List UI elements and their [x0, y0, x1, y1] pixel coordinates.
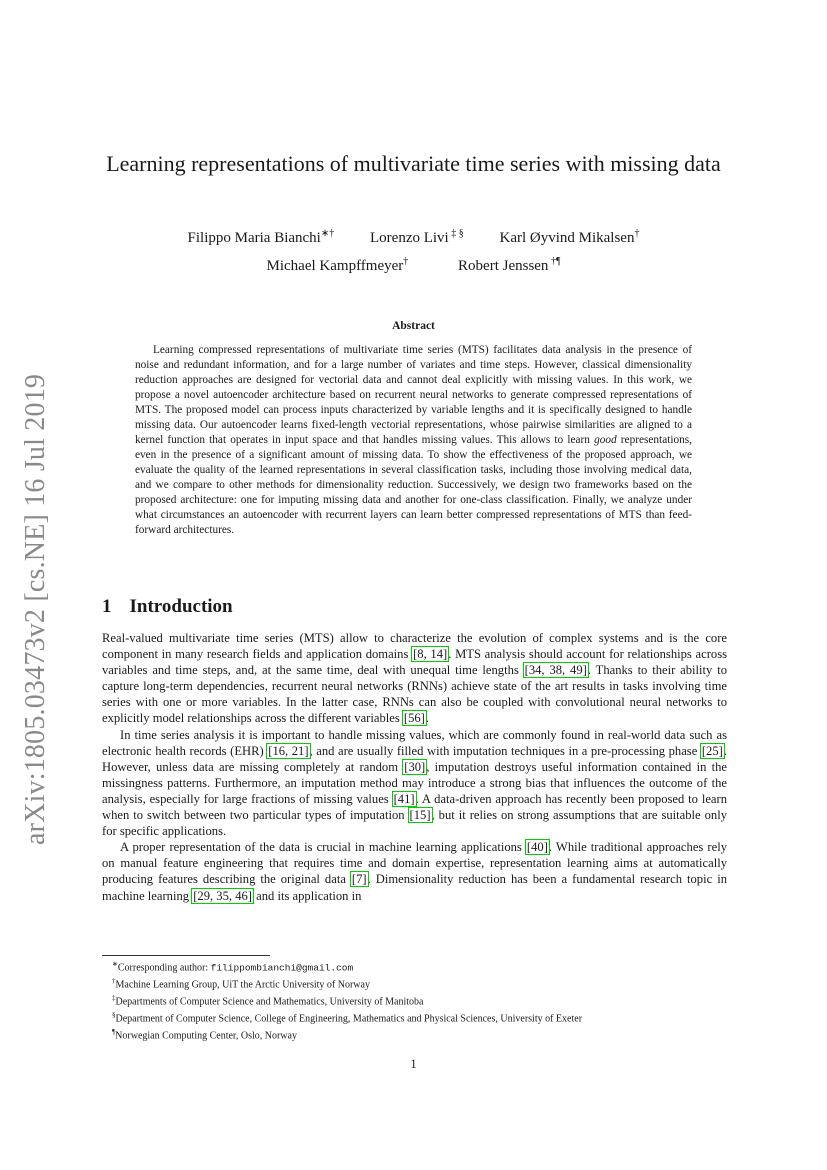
footnote: §Department of Computer Science, College of Engineering, Mathematics and Physical Sciences, University of Exeter	[112, 1010, 583, 1025]
paper-title: Learning representations of multivariate time series with missing data	[106, 151, 721, 176]
citation-link[interactable]: [16, 21]	[268, 743, 309, 758]
citation-link[interactable]: [56]	[403, 711, 425, 726]
footnote: ¶Norwegian Computing Center, Oslo, Norway	[112, 1027, 297, 1042]
footnote: †Machine Learning Group, UiT the Arctic University of Norway	[112, 976, 370, 991]
footnote: ‡Departments of Computer Science and Mathematics, University of Manitoba	[112, 993, 424, 1008]
author: Karl Øyvind Mikalsen†	[499, 228, 640, 246]
abstract-heading: Abstract	[392, 320, 435, 332]
paragraph: Real-valued multivariate time series (MTS) allow to characterize the evolution of complex systems and is the core component in many research fields and application domains [8, 14]. MTS analysis should account for relationships across variables and time steps, and, at the same time, deal with unequal time lengths [34, 38, 49]. Thanks to their ability to capture long-term dependencies, recurrent neural networks (RNNs) achieve state of the art results in tasks involving time series with one or more variables. In the latter case, RNNs can also be coupled with convolutional neural networks to explicitly model relationships across the different variables [56].	[102, 631, 727, 726]
citation-link[interactable]: [7]	[351, 872, 367, 887]
citation-link[interactable]: [15]	[409, 808, 431, 823]
page-number: 1	[410, 1057, 417, 1071]
author: Michael Kampffmeyer†	[266, 256, 409, 274]
citation-link[interactable]: [40]	[526, 840, 548, 855]
citation-link[interactable]: [8, 14]	[413, 647, 448, 662]
footnote: ∗Corresponding author: filippombianchi@gmail.com	[112, 960, 354, 974]
arxiv-stamp: arXiv:1805.03473v2 [cs.NE] 16 Jul 2019	[20, 373, 51, 845]
authors-row-2	[100, 256, 727, 275]
body-text	[102, 630, 727, 904]
citation-link[interactable]: [34, 38, 49]	[524, 663, 587, 678]
author: Filippo Maria Bianchi∗†	[187, 228, 335, 246]
authors-row-1	[100, 228, 727, 247]
footnotes	[112, 958, 732, 1043]
citation-link[interactable]: [25]	[701, 743, 723, 758]
email-link[interactable]: filippombianchi@gmail.com	[210, 962, 354, 974]
author: Robert Jenssen †¶	[458, 256, 561, 274]
paragraph: In time series analysis it is important to handle missing values, which are commonly found in real-world data such as electronic health records (EHR) [16, 21], and are usually filled with imputation techniques in a pre-processing phase [25]. However, unless data are missing completely at random [30], imputation destroys useful information contained in the missingness patterns. Furthermore, an imputation method may introduce a strong bias that influences the outcome of the analysis, especially for large fractions of missing values [41]. A data-driven approach has recently been proposed to learn when to switch between two particular types of imputation [15], but it relies on strong assumptions that are suitable only for specific applications.	[102, 727, 728, 839]
citation-link[interactable]: [30]	[404, 759, 426, 774]
citation-link[interactable]: [29, 35, 46]	[193, 888, 252, 903]
citation-link[interactable]: [41]	[393, 791, 415, 806]
footnote-divider	[102, 955, 270, 956]
paragraph: A proper representation of the data is crucial in machine learning applications [40]. While traditional approaches rely on manual feature engineering that requires time and domain expertise, representation learning aims at automatically producing features describing the original data [7]. Dimensionality reduction has been a fundamental research topic in machine learning [29, 35, 46] and its application in	[102, 840, 727, 903]
author: Lorenzo Livi ‡ §	[370, 228, 464, 246]
abstract-text: Learning compressed representations of multivariate time series (MTS) facilitates data analysis in the presence of noise and redundant information, and for a large number of variates and time steps. However, classical dimensionality reduction approaches are designed for vectorial data and cannot deal explicitly with missing values. In this work, we propose a novel autoencoder architecture based on recurrent neural networks to generate compressed representations of MTS. The proposed model can process inputs characterized by variable lengths and it is specifically designed to handle missing data. Our autoencoder learns fixed-length vectorial representations, whose pairwise similarities are aligned to a kernel function that operates in input space and that handles missing values. This allows to learn good representations, even in the presence of a significant amount of missing data. To show the effectiveness of the proposed approach, we evaluate the quality of the learned representations in several classification tasks, including those involving medical data, and we compare to other methods for dimensionality reduction. Successively, we design two frameworks based on the proposed architecture: one for imputing missing data and another for one-class classification. Finally, we analyze under what circumstances an autoencoder with recurrent layers can learn better compressed representations of MTS than feed-forward architectures.	[135, 344, 692, 536]
section-heading: 1 Introduction	[102, 596, 233, 617]
